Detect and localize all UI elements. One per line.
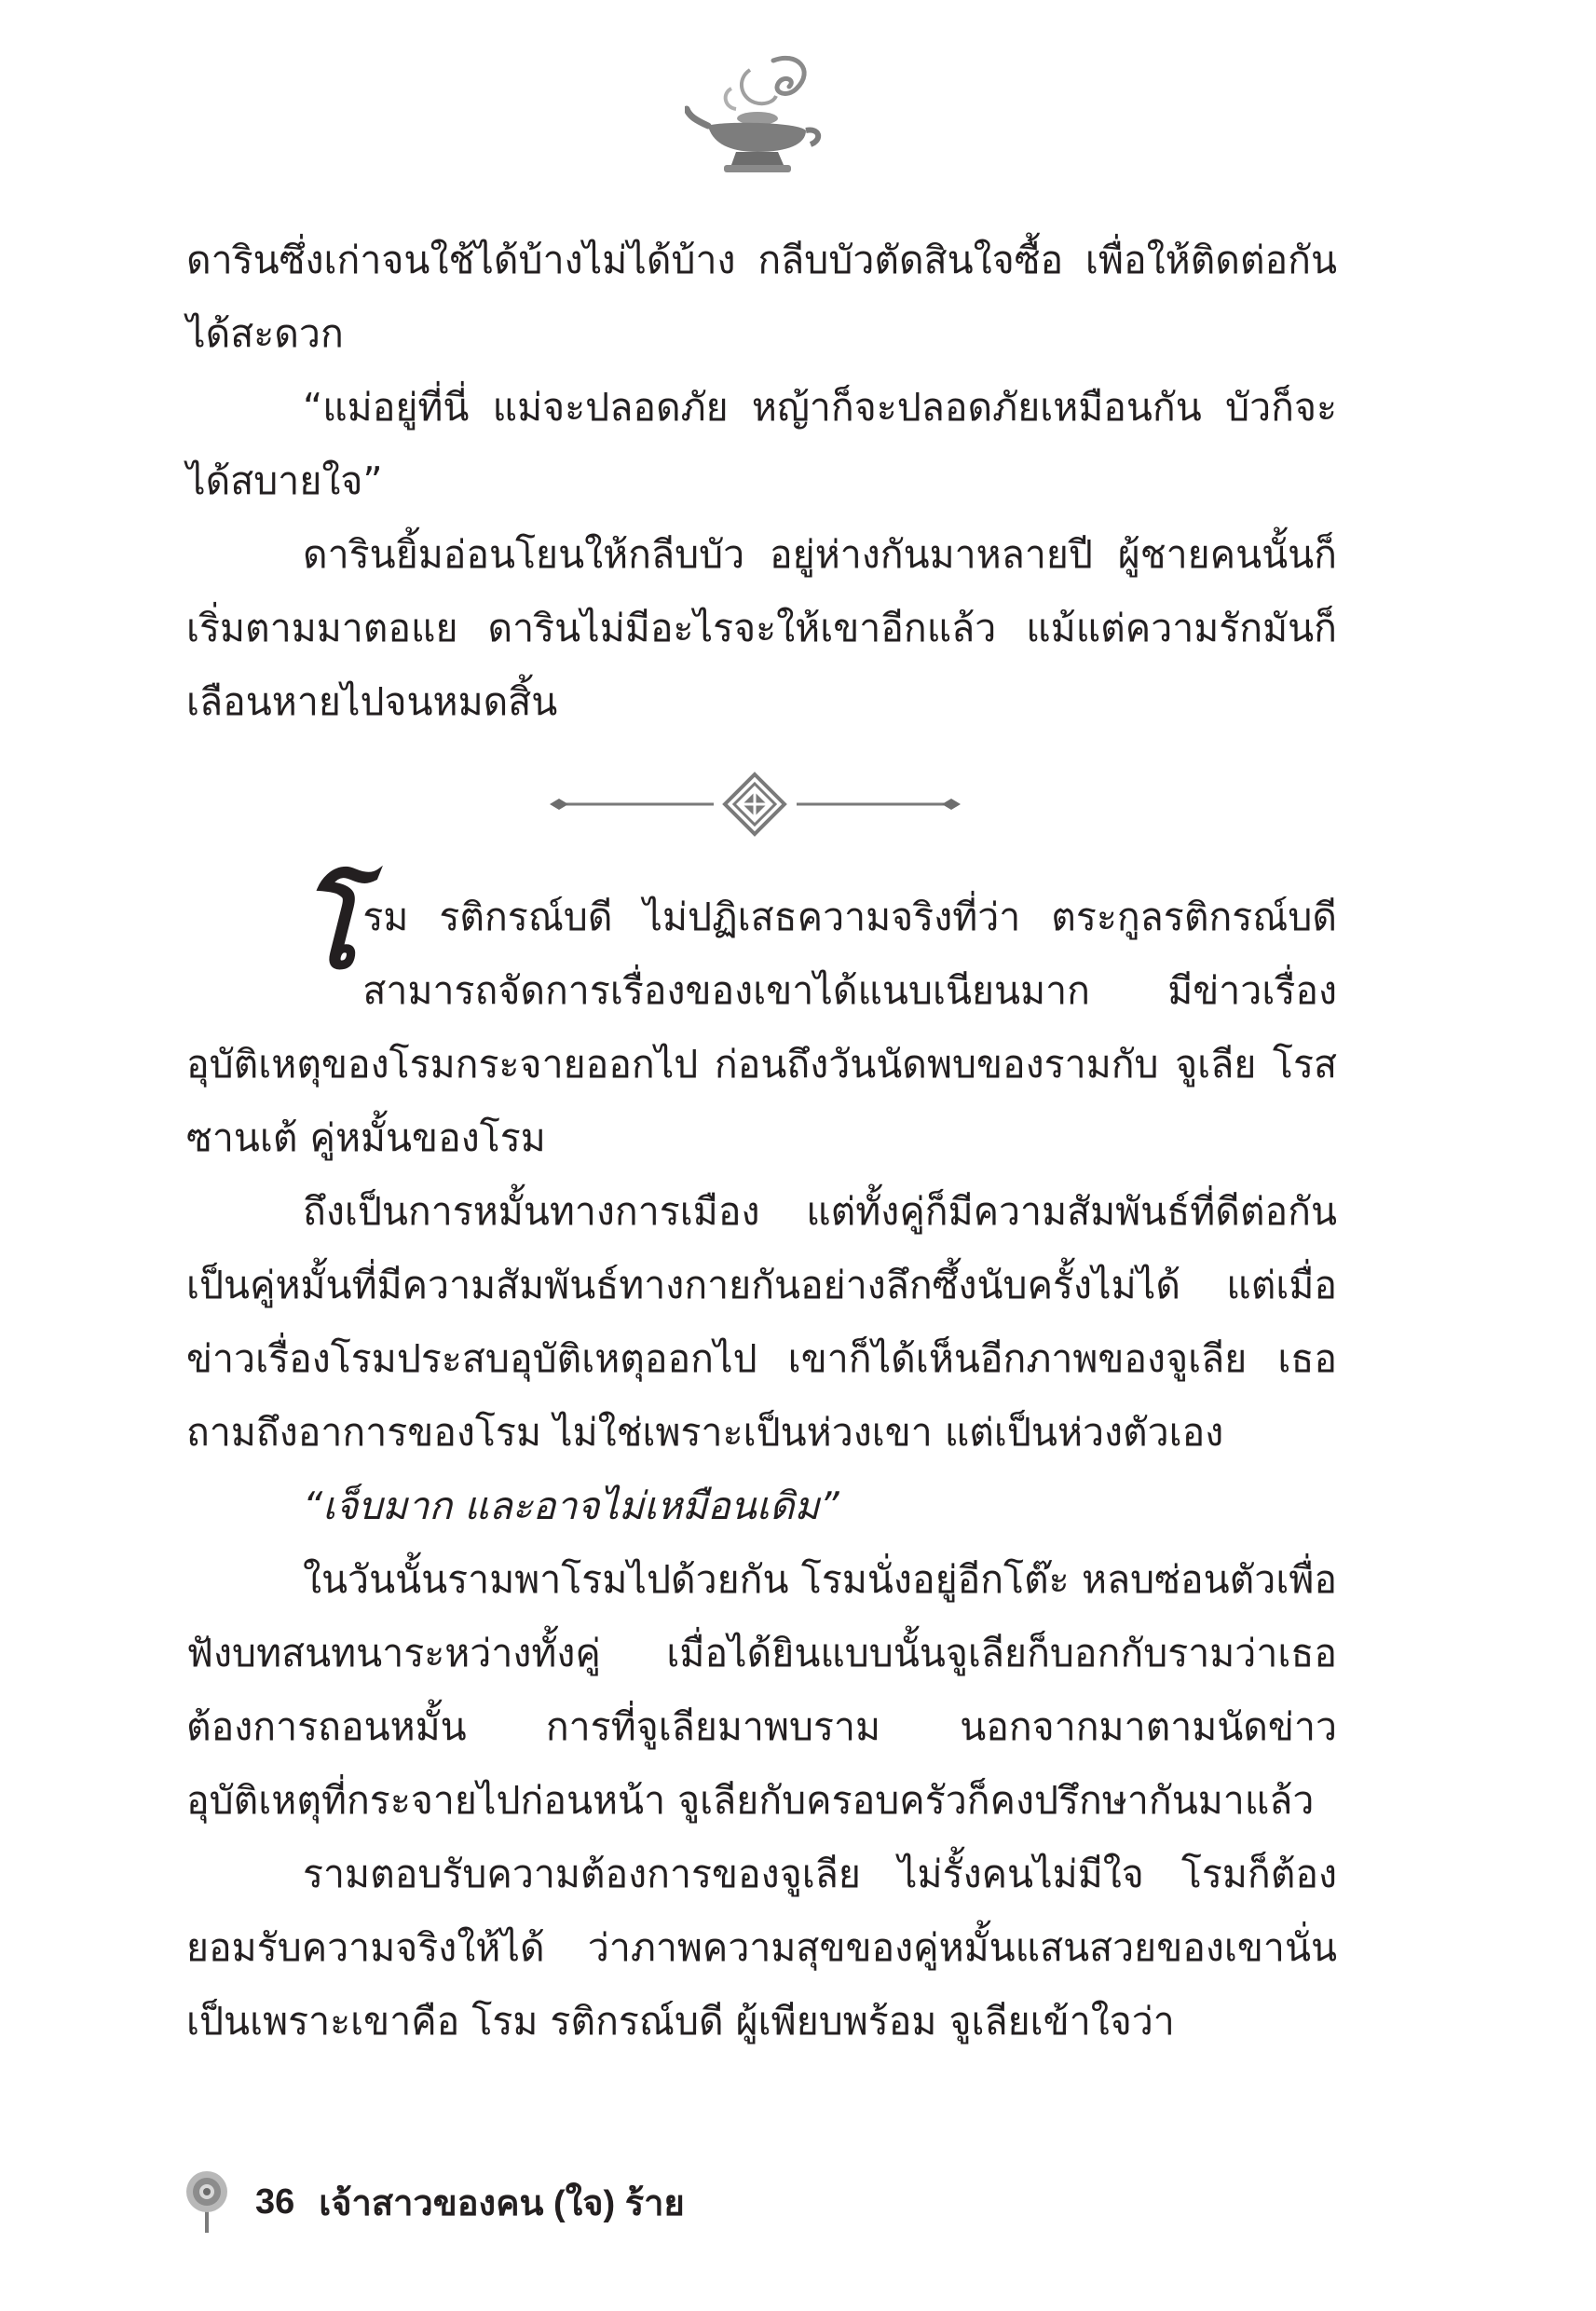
page-footer	[183, 2169, 685, 2235]
flower-icon	[183, 2169, 231, 2235]
paragraph: ถึงเป็นการหมั้นทางการเมือง แต่ทั้งคู่ก็มีความสัมพันธ์ที่ดีต่อกันเป็นคู่หมั้นที่มีความสัมพันธ์ทางกายกันอย่างลึกซึ้งนับครั้งไม่ได้ แต่เมื่อข่าวเรื่องโรมประสบอุบัติเหตุออกไป เขาก็ได้เห็นอีกภาพของจูเลีย เธอถามถึงอาการของโรม ไม่ใช่เพราะเป็นห่วงเขา แต่เป็นห่วงตัวเอง	[186, 1189, 1337, 1455]
drop-cap: โ	[298, 864, 358, 993]
paragraph: ดารินยิ้มอ่อนโยนให้กลีบบัว อยู่ห่างกันมาหลายปี ผู้ชายคนนั้นก็เริ่มตามมาตอแย ดารินไม่มีอะไรจะให้เขาอีกแล้ว แม้แต่ความรักมันก็เลือนหายไปจนหมดสิ้น	[186, 532, 1337, 724]
paragraph-text: รม รติกรณ์บดี ไม่ปฏิเสธความจริงที่ว่า ตระกูลรติกรณ์บดีสามารถจัดการเรื่องของเขาได้แนบเนียนมาก มีข่าวเรื่องอุบัติเหตุของโรมกระจายออกไป ก่อนถึงวันนัดพบของรามกับ จูเลีย โรส ซานเต้ คู่หมั้นของโรม	[186, 895, 1337, 1160]
diamond-divider-icon	[548, 772, 962, 837]
paragraph	[186, 864, 1337, 1175]
paragraph: รามตอบรับความต้องการของจูเลีย ไม่รั้งคนไม่มีใจ โรมก็ต้องยอมรับความจริงให้ได้ ว่าภาพความสุขของคู่หมั้นแสนสวยของเขานั่นเป็นเพราะเขาคือ โรม รติกรณ์บดี ผู้เพียบพร้อม จูเลียเข้าใจว่า	[186, 1852, 1337, 2044]
text-before-break	[186, 224, 1337, 739]
book-title: เจ้าสาวของคน (ใจ) ร้าย	[319, 2183, 685, 2223]
paragraph: “แม่อยู่ที่นี่ แม่จะปลอดภัย หญ้าก็จะปลอดภัยเหมือนกัน บัวก็จะได้สบายใจ”	[186, 385, 1337, 503]
paragraph: ดารินซึ่งเก่าจนใช้ได้บ้างไม่ได้บ้าง กลีบบัวตัดสินใจซื้อ เพื่อให้ติดต่อกันได้สะดวก	[186, 238, 1337, 356]
genie-lamp-icon	[685, 51, 825, 177]
page-number: 36	[255, 2181, 295, 2222]
text-after-break	[186, 864, 1337, 2058]
paragraph: ในวันนั้นรามพาโรมไปด้วยกัน โรมนั่งอยู่อีกโต๊ะ หลบซ่อนตัวเพื่อฟังบทสนทนาระหว่างทั้งคู่ เมื่อได้ยินแบบนั้นจูเลียก็บอกกับรามว่าเธอต้องการถอนหมั้น การที่จูเลียมาพบราม นอกจากมาตามนัดข่าวอุบัติเหตุที่กระจายไปก่อนหน้า จูเลียกับครอบครัวก็คงปรึกษากันมาแล้ว	[186, 1557, 1337, 1823]
paragraph: “เจ็บมาก และอาจไม่เหมือนเดิม”	[303, 1484, 839, 1528]
